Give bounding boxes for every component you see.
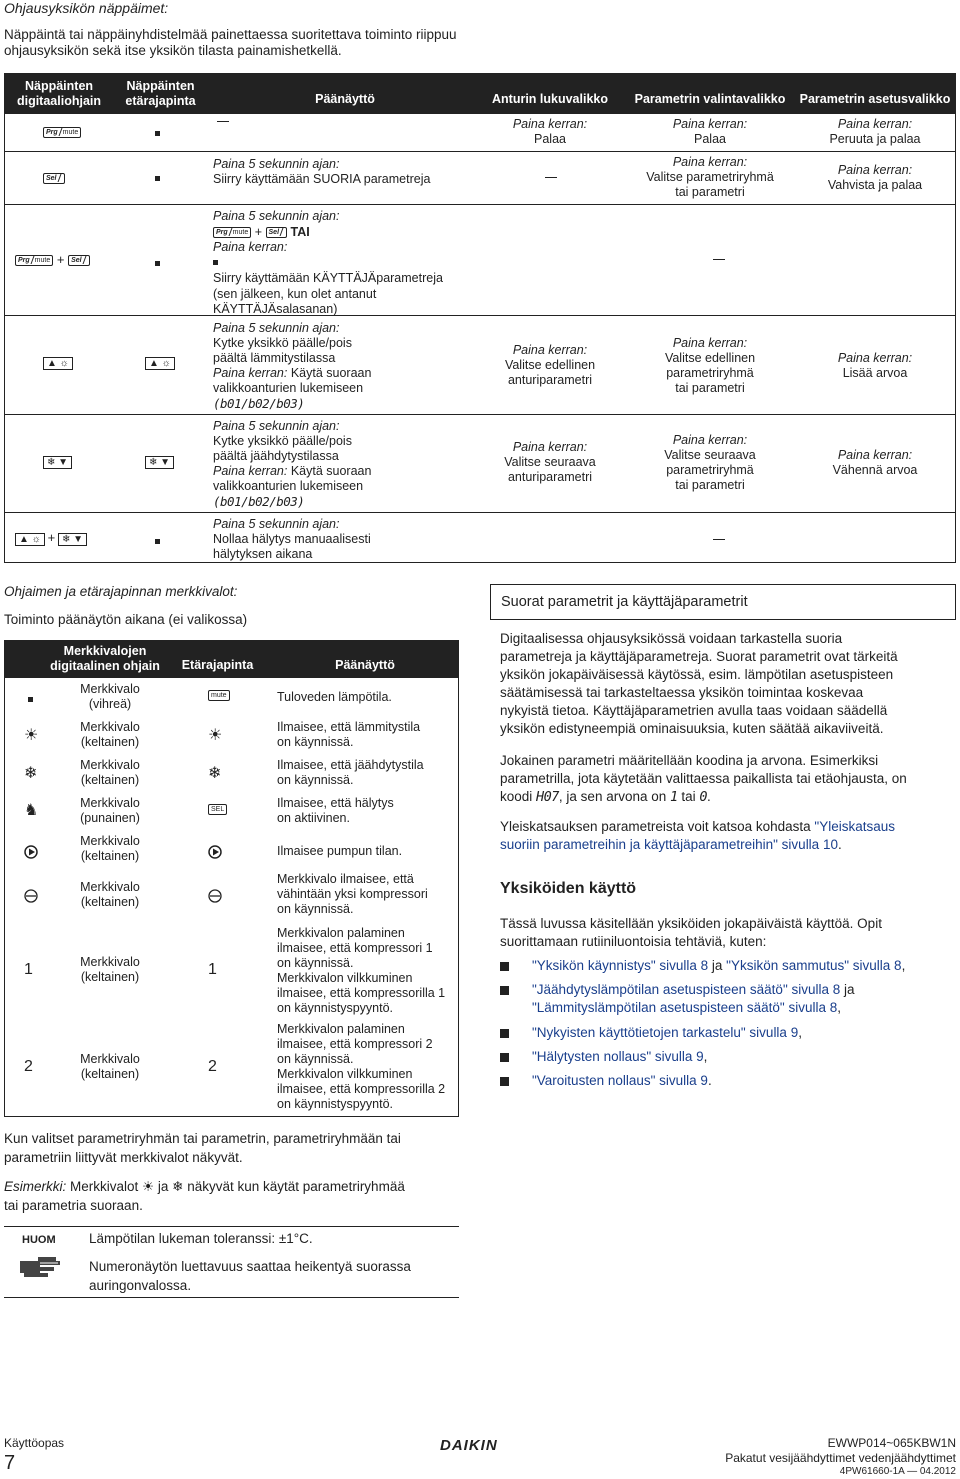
table-row <box>5 151 955 204</box>
list-item: "Hälytysten nollaus" sivulla 9, <box>532 1049 708 1064</box>
huom-label: HUOM <box>22 1234 56 1246</box>
list-item: "Jäähdytyslämpötilan asetuspisteen säätö" sivulla 8 ja "Lämmityslämpötilan asetuspisteen säätö" sivulla 8, <box>532 982 855 1015</box>
note-box <box>4 1226 459 1298</box>
cell-main: Paina 5 sekunnin ajan: Nollaa hälytys manuaalisesti hälytyksen aikana <box>213 517 371 561</box>
list-item: "Varoitusten nollaus" sivulla 9. <box>532 1073 712 1088</box>
mute-key-icon: mute <box>208 690 230 701</box>
prg-mute-key-icon: Prg mute <box>43 124 81 139</box>
pump-icon <box>24 845 38 859</box>
cell-param-select: Paina kerran: Valitse seuraava parametriryhmä tai parametri <box>664 433 756 492</box>
prg-plus-sel-combo: Prg mute + Sel <box>15 252 90 267</box>
sel-key-icon: SEL <box>208 804 227 815</box>
header-led-digital: Merkkivalojen digitaalinen ohjain <box>50 644 160 673</box>
sel-key-icon: Sel <box>43 170 65 185</box>
footer-product: Pakatut vesijäähdyttimet vedenjäähdyttimet <box>725 1451 956 1465</box>
header-remote: Näppäinten etärajapinta <box>125 79 196 108</box>
intro-text: Näppäintä tai näppäinyhdistelmää painettaessa suoritettava toiminto riippuu ohjausyksikön sekä itse yksikön tilasta painamishetkellä. <box>4 27 457 58</box>
cell-param-set: Paina kerran: Lisää arvoa <box>837 351 913 380</box>
table-row <box>5 114 955 151</box>
snowflake-icon: ❄ <box>208 765 222 782</box>
cell-param-set: Paina kerran: Vahvista ja palaa <box>827 163 923 192</box>
snow-down-key-icon: ❄ ▼ <box>43 456 72 469</box>
led-desc: Ilmaisee pumpun tilan. <box>277 844 403 858</box>
link-alarm-reset[interactable]: "Hälytysten nollaus" sivulla 9 <box>532 1049 704 1064</box>
cell-param-select: Paina kerran: Palaa <box>672 117 748 146</box>
overview-link[interactable]: suoriin parametreihin ja käyttäjäparametreihin" sivulla 10 <box>500 837 838 852</box>
table-header <box>5 74 955 114</box>
paragraph-code-value: Jokainen parametri määritellään koodina ja arvona. Esimerkiksi parametrilla, jota käytetään valittaessa paikallista tai etäohjausta, on koodi H07, ja sen arvona on 1 tai 0. <box>500 753 907 805</box>
led-dot-icon <box>28 697 33 702</box>
compressor-icon <box>24 889 38 903</box>
snowflake-icon: ❄ <box>172 1179 184 1194</box>
led-title: Ohjaimen ja etärajapinnan merkkivalot: <box>4 584 238 599</box>
link-start[interactable]: "Yksikön käynnistys" sivulla 8 <box>532 958 709 973</box>
list-item <box>5 925 458 1021</box>
led-dot-icon <box>155 261 160 266</box>
led-desc: Merkkivalon palaminen ilmaisee, että kompressori 2 on käynnissä. Merkkivalon vilkkuminen ilmaisee, että kompressorilla 2 on käynnistyspyyntö. <box>277 1022 446 1111</box>
header-main: Päänäyttö <box>315 92 375 106</box>
example-paragraph: Esimerkki: Merkkivalot ☀ ja ❄ näkyvät kun käytät parametriryhmää tai parametria suoraan. <box>4 1179 405 1213</box>
list-item <box>5 833 458 871</box>
compressor-1-number: 1 <box>208 961 217 978</box>
list-item: "Nykyisten käyttötietojen tarkastelu" sivulla 9, <box>532 1025 802 1040</box>
led-label: Merkkivalo (keltainen) <box>80 880 140 909</box>
section-heading: Yksiköiden käyttö <box>500 880 637 897</box>
bullet-icon <box>500 1077 509 1086</box>
alarm-bell-icon: ♞ <box>24 802 39 819</box>
led-subtitle: Toiminto päänäytön aikana (ei valikossa) <box>4 612 248 627</box>
overview-link[interactable]: "Yleiskatsaus <box>814 819 895 834</box>
table-row <box>5 204 955 315</box>
bullet-icon <box>500 1053 509 1062</box>
header-sensor: Anturin lukuvalikko <box>492 92 608 106</box>
list-item <box>5 871 458 925</box>
bullet-icon <box>500 986 509 995</box>
led-label: Merkkivalo (vihreä) <box>80 682 140 711</box>
list-item: "Yksikön käynnistys" sivulla 8 ja "Yksikön sammutus" sivulla 8, <box>532 958 906 973</box>
header-led-main: Päänäyttö <box>335 658 395 672</box>
note-tolerance: Lämpötilan lukeman toleranssi: ±1°C. <box>89 1231 313 1246</box>
paragraph-direct-params: Digitaalisessa ohjausyksikössä voidaan tarkastella suoria parametreja ja käyttäjäparametreja. Suorat parametrit ovat tärkeitä yksikön jokapäiväisessä käytössä, esim. lämpötilan asetuspisteen säätämisessä tai tarkasteltaessa yksikön toimintaa koskevaa nykyistä tietoa. Käyttäjäparametrien avulla taas voidaan säädellä yksikön edistyneempiä ominaisuuksia, kuten säätää aikaviiveitä. <box>500 631 898 736</box>
footer-model: EWWP014~065KBW1N <box>827 1436 956 1450</box>
paragraph-daily-use: Tässä luvussa käsitellään yksiköiden jokapäiväistä käyttöä. Opit suorittamaan rutiiniluontoisia tehtäviä, kuten: <box>500 916 882 949</box>
led-desc: Merkkivalo ilmaisee, että vähintään yksi kompressori on käynnissä. <box>277 872 428 916</box>
led-label: Merkkivalo (keltainen) <box>80 834 140 863</box>
led-label: Merkkivalo (keltainen) <box>80 720 140 749</box>
pump-icon <box>208 845 222 859</box>
link-stop[interactable]: "Yksikön sammutus" sivulla 8 <box>726 958 902 973</box>
up-plus-down-combo: ▲ ☼ + ❄ ▼ <box>15 530 87 545</box>
led-label: Merkkivalo (punainen) <box>80 796 140 825</box>
led-desc: Tuloveden lämpötila. <box>277 690 392 704</box>
sun-icon: ☀ <box>24 727 39 744</box>
keys-table <box>4 73 956 563</box>
led-table <box>4 640 459 1117</box>
compressor-1-number: 1 <box>24 961 33 978</box>
cell-param-set: Paina kerran: Vähennä arvoa <box>832 448 918 477</box>
cell-main: Paina 5 sekunnin ajan: Prg mute + Sel TAI Paina kerran: Siirry käyttämään KÄYTTÄJÄparametreja (sen jälkeen, kun olet antanut KÄYTTÄJÄsalasanan) <box>213 209 443 316</box>
page-number: 7 <box>4 1452 16 1474</box>
note-readability: Numeronäytön luettavuus saattaa heikentyä suorassa auringonvalossa. <box>89 1259 411 1293</box>
header-led-remote: Etärajapinta <box>181 658 254 672</box>
cell-main: Paina 5 sekunnin ajan: Kytke yksikkö päälle/pois päältä jäähdytystilassa Paina kerran: Käytä suoraan valikkoanturien lukemiseen (b01/b02/b03) <box>213 419 372 509</box>
header-param-select: Parametrin valintavalikko <box>634 92 786 106</box>
dash-icon <box>713 539 725 540</box>
led-dot-icon <box>155 539 160 544</box>
link-warning-reset[interactable]: "Varoitusten nollaus" sivulla 9 <box>532 1073 708 1088</box>
dash-icon <box>545 177 557 178</box>
led-label: Merkkivalo (keltainen) <box>80 1052 140 1081</box>
brand-logo: DAIKIN <box>440 1437 498 1454</box>
compressor-2-number: 2 <box>208 1058 217 1075</box>
cell-sensor: Paina kerran: Valitse seuraava anturiparametri <box>504 440 596 484</box>
bullet-icon <box>500 1029 509 1038</box>
list-item <box>5 757 458 795</box>
led-table-header <box>5 641 458 678</box>
table-row <box>5 414 955 512</box>
bullet-icon <box>500 962 509 971</box>
snowflake-icon: ❄ <box>24 765 38 782</box>
dash-icon <box>217 121 229 122</box>
list-item <box>5 795 458 833</box>
list-item <box>5 719 458 757</box>
cell-sensor: Paina kerran: Palaa <box>512 117 588 146</box>
cell-param-select: Paina kerran: Valitse parametriryhmä tai parametri <box>646 155 774 199</box>
section-title: Ohjausyksikön näppäimet: <box>4 0 169 16</box>
link-heating-setpoint[interactable]: "Lämmityslämpötilan asetuspisteen säätö" sivulla 8 <box>532 1000 838 1015</box>
cell-param-set: Paina kerran: Peruuta ja palaa <box>829 117 921 146</box>
led-label: Merkkivalo (keltainen) <box>80 758 140 787</box>
table-row <box>5 512 955 563</box>
list-item <box>5 681 458 719</box>
footer-doc: Käyttöopas <box>4 1436 65 1450</box>
cell-sensor: Paina kerran: Valitse edellinen anturiparametri <box>504 343 596 387</box>
link-operating-info[interactable]: "Nykyisten käyttötietojen tarkastelu" sivulla 9 <box>532 1025 799 1040</box>
dash-icon <box>713 259 725 260</box>
led-desc: Ilmaisee, että hälytys on aktiivinen. <box>277 796 394 825</box>
compressor-2-number: 2 <box>24 1058 33 1075</box>
snow-down-key-icon: ❄ ▼ <box>145 456 174 469</box>
list-item <box>5 1021 458 1117</box>
led-label: Merkkivalo (keltainen) <box>80 955 140 984</box>
led-desc: Ilmaisee, että lämmitystila on käynnissä. <box>277 720 421 749</box>
table-row <box>5 315 955 414</box>
up-sun-key-icon: ▲ ☼ <box>43 357 73 370</box>
cell-main: Paina 5 sekunnin ajan: Kytke yksikkö päälle/pois päältä lämmitystilassa Paina kerran: Käytä suoraan valikkoanturien lukemiseen (b01/b02/b03) <box>213 321 372 411</box>
footer-ref: 4PW61660-1A — 04.2012 <box>839 1466 956 1477</box>
led-desc: Ilmaisee, että jäähdytystila on käynnissä. <box>277 758 424 787</box>
sun-icon: ☀ <box>208 727 223 744</box>
header-param-set: Parametrin asetusvalikko <box>799 92 951 106</box>
led-dot-icon <box>155 131 160 136</box>
led-dot-icon <box>155 176 160 181</box>
note-paragraph: Kun valitset parametriryhmän tai parametrin, parametriryhmään tai parametriin liittyvät merkkivalot näkyvät. <box>4 1131 401 1165</box>
paragraph-overview: Yleiskatsauksen parametreista voit katsoa kohdasta "Yleiskatsaus suoriin parametreihin ja käyttäjäparametreihin" sivulla 10. <box>500 819 895 852</box>
up-sun-key-icon: ▲ ☼ <box>145 357 175 370</box>
compressor-icon <box>208 889 222 903</box>
led-desc: Merkkivalon palaminen ilmaisee, että kompressori 1 on käynnissä. Merkkivalon vilkkuminen ilmaisee, että kompressorilla 1 on käynnistyspyyntö. <box>277 926 446 1015</box>
pointing-hand-icon <box>18 1251 62 1279</box>
header-digital: Näppäinten digitaaliohjain <box>16 79 102 108</box>
box-title: Suorat parametrit ja käyttäjäparametrit <box>490 584 956 620</box>
link-cooling-setpoint[interactable]: "Jäähdytyslämpötilan asetuspisteen säätö" sivulla 8 <box>532 982 841 997</box>
cell-main: Paina 5 sekunnin ajan: Siirry käyttämään SUORIA parametreja <box>213 157 431 186</box>
sun-icon: ☀ <box>142 1179 155 1194</box>
cell-param-select: Paina kerran: Valitse edellinen parametriryhmä tai parametri <box>664 336 756 395</box>
